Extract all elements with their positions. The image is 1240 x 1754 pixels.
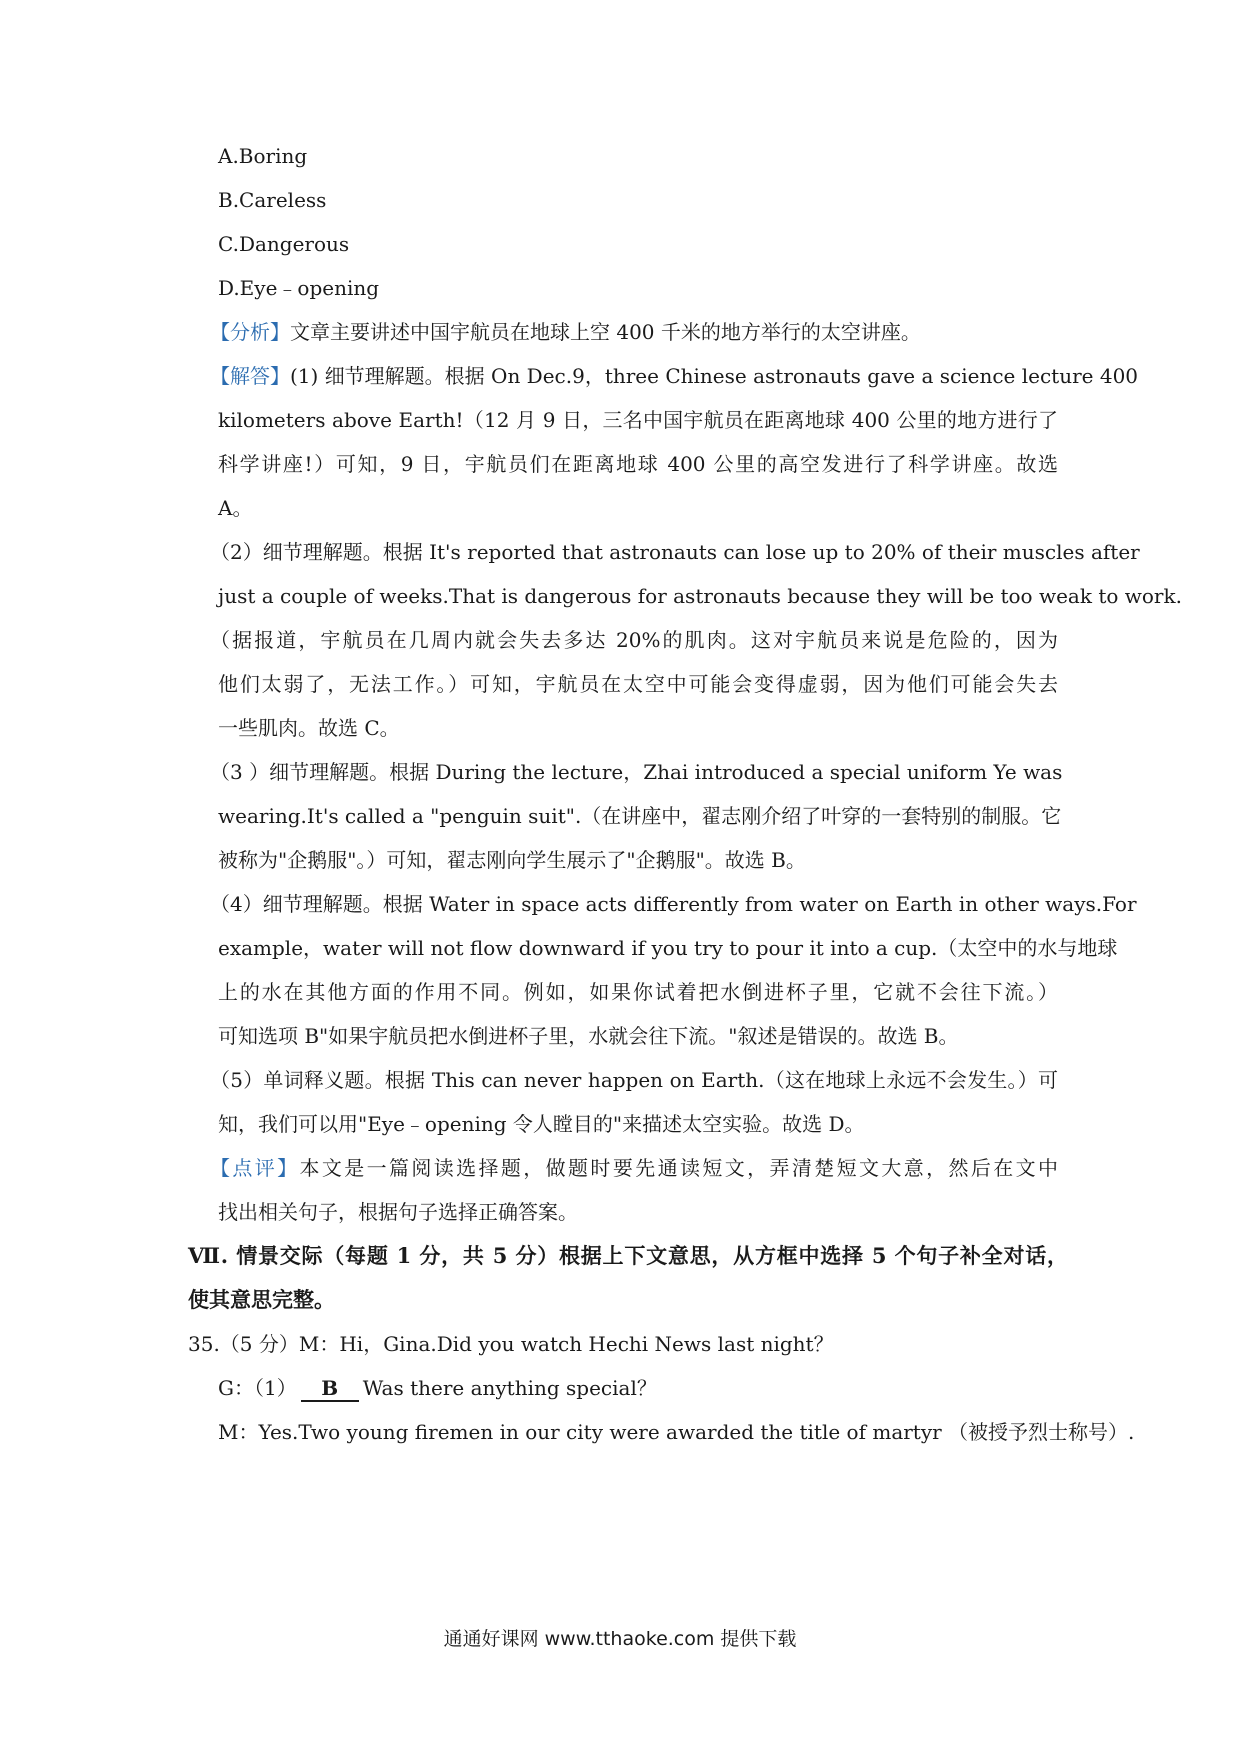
analysis-tag: 【分析】 [210,320,290,344]
solution-line: 知，我们可以用"Eye﹣opening 令人瞠目的"来描述太空实验。故选 D。 [218,1112,865,1136]
dialogue-g-suffix: Was there anything special？ [362,1376,657,1400]
solution-line: （2）细节理解题。根据 It's reported that astronauts can lose up to 20% of their muscles after [210,540,1140,564]
solution-line: wearing.It's called a "penguin suit".（在讲座中，翟志刚介绍了叶穿的一套特别的制服。它 [218,804,1062,828]
solution-line: （据报道，宇航员在几周内就会失去多达 20%的肌肉。这对宇航员来说是危险的，因为 [210,628,1058,652]
option-b: B.Careless [218,188,327,212]
analysis-paragraph [210,318,1050,346]
solution-line: （5）单词释义题。根据 This can never happen on Earth.（这在地球上永远不会发生。）可 [210,1068,1058,1092]
solution-line: （3 ）细节理解题。根据 During the lecture，Zhai introduced a special uniform Ye was [210,760,1063,784]
analysis-text: 文章主要讲述中国宇航员在地球上空 400 千米的地方举行的太空讲座。 [290,320,921,344]
solution-tag: 【解答】 [210,364,290,388]
dialogue-g-line [218,1374,1058,1402]
section-heading: Ⅶ. 情景交际（每题 1 分，共 5 分）根据上下文意思，从方框中选择 5 个句子补全对话， [188,1243,1068,1268]
solution-line: A。 [218,496,253,520]
comment-tag: 【点评】 [210,1156,300,1180]
solution-line: 他们太弱了，无法工作。）可知，宇航员在太空中可能会变得虚弱，因为他们可能会失去 [218,672,1058,696]
comment-paragraph [210,1154,1058,1182]
solution-line: 上的水在其他方面的作用不同。例如，如果你试着把水倒进杯子里，它就不会往下流。） [218,980,1058,1004]
solution-line: kilometers above Earth!（12 月 9 日，三名中国宇航员在距离地球 400 公里的地方进行了 [218,408,1058,432]
solution-line: 被称为"企鹅服"。）可知，翟志刚向学生展示了"企鹅服"。故选 B。 [218,848,806,872]
page-footer: 通通好课网 www.tthaoke.com 提供下载 [443,1628,797,1650]
dialogue-g-prefix: G：（1） [218,1376,297,1400]
option-c: C.Dangerous [218,232,350,256]
solution-line: 一些肌肉。故选 C。 [218,716,400,740]
dialogue-m-line: M：Yes.Two young firemen in our city were awarded the title of martyr （被授予烈士称号）. [218,1420,1135,1444]
solution-text: (1) 细节理解题。根据 On Dec.9，three Chinese astronauts gave a science lecture 400 [290,364,1139,388]
option-a: A.Boring [218,144,308,168]
comment-text: 本文是一篇阅读选择题，做题时要先通读短文，弄清楚短文大意，然后在文中 [299,1156,1059,1180]
section-heading-cont: 使其意思完整。 [188,1287,335,1312]
solution-line: （4）细节理解题。根据 Water in space acts differently from water on Earth in other ways.For [210,892,1137,916]
solution-line: example，water will not flow downward if you try to pour it into a cup.（太空中的水与地球 [218,936,1118,960]
solution-line: 科学讲座!）可知，9 日，宇航员们在距离地球 400 公里的高空发进行了科学讲座。故选 [218,452,1058,476]
comment-line: 找出相关句子，根据句子选择正确答案。 [218,1200,578,1224]
option-d: D.Eye﹣opening [218,276,380,300]
answer-blank: B [301,1376,359,1402]
solution-line: just a couple of weeks.That is dangerous for astronauts because they will be too weak to work. [218,584,1182,608]
solution-line [210,362,1139,390]
solution-line: 可知选项 B"如果宇航员把水倒进杯子里，水就会往下流。"叙述是错误的。故选 B。 [218,1024,959,1048]
question-stem: 35.（5 分）M：Hi，Gina.Did you watch Hechi News last night？ [188,1332,834,1356]
